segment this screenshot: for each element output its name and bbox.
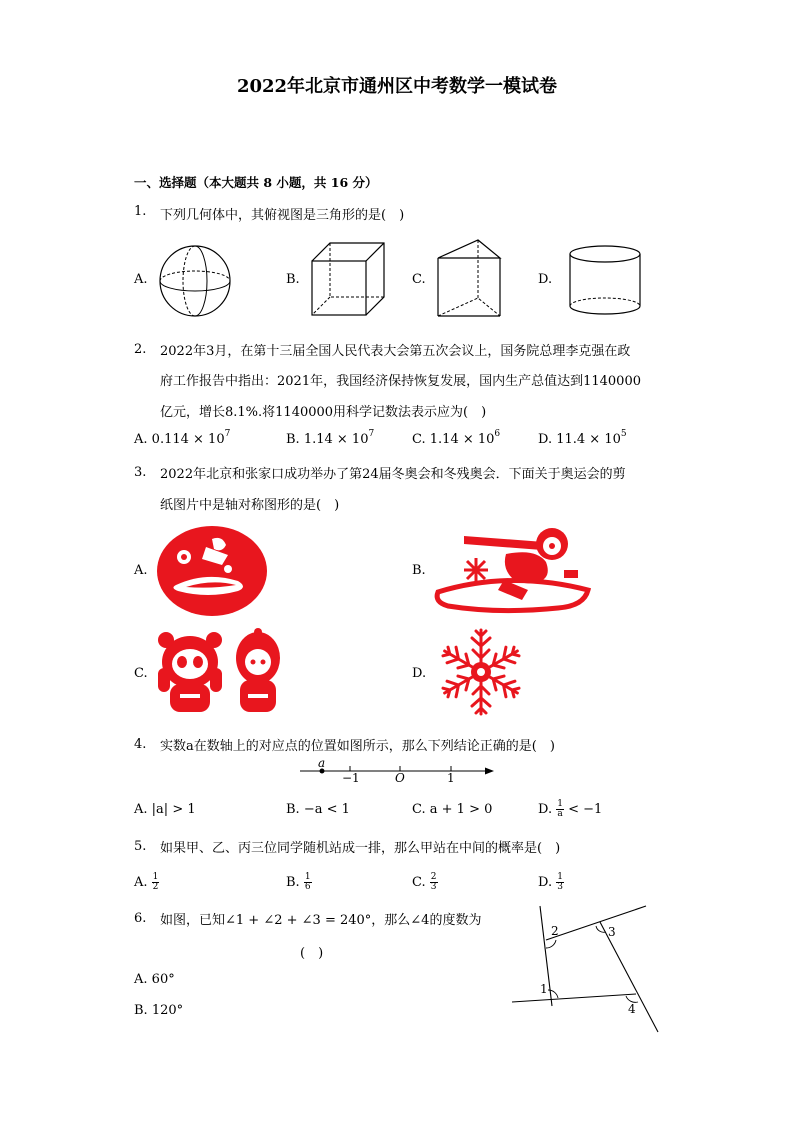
q1-option-c-label: C.: [412, 272, 426, 287]
q5-option-b: B. $\frac{1}{6}$: [286, 872, 311, 892]
question-1-text: 下列几何体中，其俯视图是三角形的是( ): [160, 208, 405, 223]
question-6-number: 6.: [134, 911, 147, 926]
question-2-line-1: 2022年3月，在第十三届全国人民代表大会第五次会议上，国务院总理李克强在政: [160, 344, 631, 359]
q6-option-b: B. 120°: [134, 1003, 184, 1018]
q4-option-b: B. −a < 1: [286, 802, 350, 817]
angle-label-2: 2: [551, 924, 559, 938]
question-5-text: 如果甲、乙、丙三位同学随机站成一排，那么甲站在中间的概率是( ): [160, 841, 561, 856]
angle-figure: [510, 902, 662, 1034]
q5-option-a: A. $\frac{1}{2}$: [134, 872, 159, 892]
number-line-point-a-label: a: [318, 756, 326, 770]
q1-option-b-label: B.: [286, 272, 300, 287]
question-4-text: 实数a在数轴上的对应点的位置如图所示，那么下列结论正确的是( ): [160, 739, 555, 754]
q3-option-c-label: C.: [134, 666, 148, 681]
question-2-number: 2.: [134, 342, 147, 357]
question-2-line-3: 亿元，增长8.1%.将1140000用科学记数法表示应为( ): [160, 405, 487, 420]
number-line-tick-1: 1: [447, 771, 455, 785]
question-5-number: 5.: [134, 839, 147, 854]
question-2-line-2: 府工作报告中指出：2021年，我国经济保持恢复发展，国内生产总值达到1140000: [160, 374, 641, 389]
skiing-papercut-icon: [156, 525, 268, 617]
question-3-number: 3.: [134, 465, 147, 480]
q5-option-c: C. $\frac{2}{3}$: [412, 872, 437, 892]
angle-label-3: 3: [608, 925, 616, 939]
q2-option-a: A. $0.114 \times 10^7$: [134, 429, 231, 447]
q3-option-a-label: A.: [134, 563, 148, 578]
number-line-origin: O: [395, 771, 405, 785]
q2-option-d: D. $11.4 \times 10^5$: [538, 429, 627, 447]
number-line-tick-neg1: −1: [342, 771, 360, 785]
skater-papercut-icon: [434, 520, 590, 612]
q4-option-a: A. |a| > 1: [134, 802, 196, 817]
section-heading: 一、选择题（本大题共 8 小题，共 16 分）: [134, 175, 378, 190]
q4-option-d: D. $\frac{1}{a}$ < −1: [538, 799, 603, 819]
page-title: 2022年北京市通州区中考数学一模试卷: [236, 76, 558, 97]
question-6-text: 如图，已知∠1 + ∠2 + ∠3 = 240°，那么∠4的度数为: [160, 913, 482, 928]
question-4-number: 4.: [134, 737, 147, 752]
question-3-line-1: 2022年北京和张家口成功举办了第24届冬奥会和冬残奥会．下面关于奥运会的剪: [160, 467, 626, 482]
angle-label-4: 4: [628, 1002, 636, 1016]
q6-option-a: A. 60°: [134, 972, 175, 987]
q2-option-c: C. $1.14 \times 10^6$: [412, 429, 501, 447]
question-3-line-2: 纸图片中是轴对称图形的是( ): [160, 498, 340, 513]
question-1-number: 1.: [134, 204, 147, 219]
angle-label-1: 1: [540, 982, 548, 996]
question-6-paren: ( ): [300, 946, 324, 961]
q3-option-d-label: D.: [412, 666, 427, 681]
q3-option-b-label: B.: [412, 563, 426, 578]
snowflake-papercut-icon: [440, 626, 522, 718]
q1-option-d-label: D.: [538, 272, 553, 287]
triangular-prism-icon: [436, 238, 502, 318]
q2-option-b: B. $1.14 \times 10^7$: [286, 429, 375, 447]
cube-icon: [310, 241, 386, 317]
sphere-icon: [158, 244, 232, 318]
mascots-papercut-icon: [156, 628, 292, 720]
q5-option-d: D. $\frac{1}{3}$: [538, 872, 563, 892]
q4-option-c: C. a + 1 > 0: [412, 802, 493, 817]
q1-option-a-label: A.: [134, 272, 148, 287]
cylinder-icon: [568, 244, 642, 316]
